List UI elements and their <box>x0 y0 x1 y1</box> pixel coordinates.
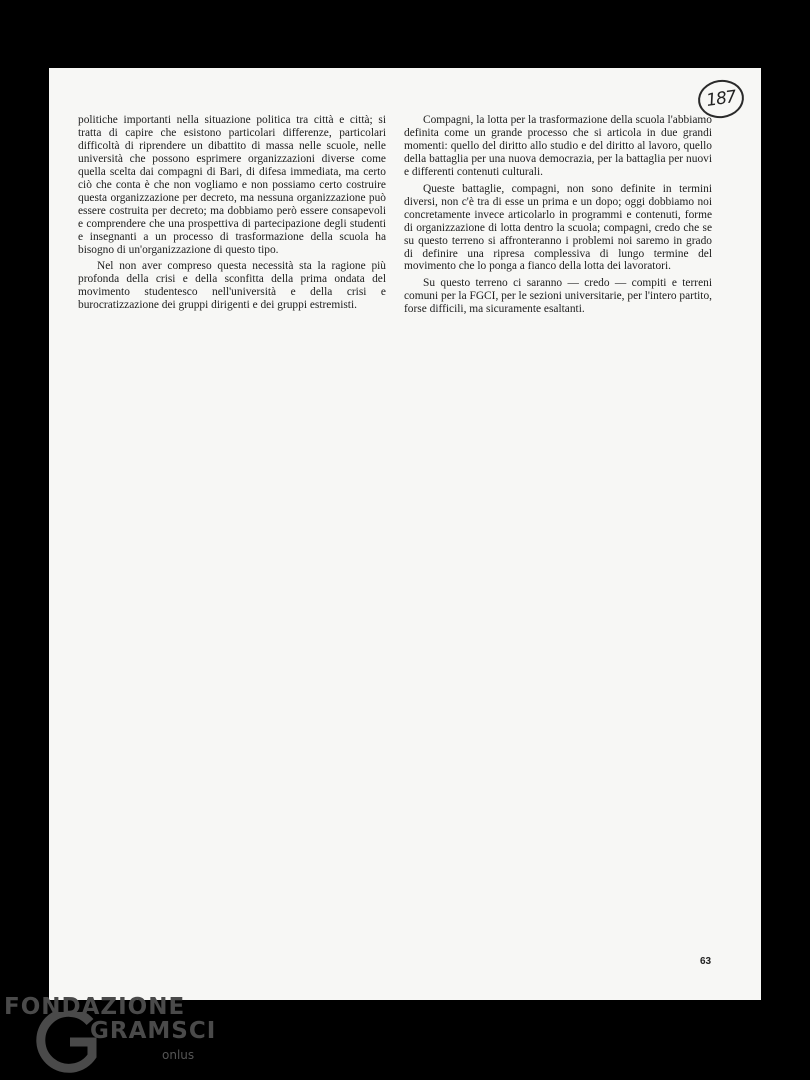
logo-text-onlus: onlus <box>162 1048 195 1062</box>
logo-text-gramsci: GRAMSCI <box>90 1018 217 1044</box>
page-number: 63 <box>700 956 712 967</box>
document-page <box>49 68 761 1000</box>
paragraph: Compagni, la lotta per la trasformazione della scuola l'abbiamo definita come un grande processo che si articola in due grandi momenti: quello del diritto allo studio e del diritto al lavoro, quello della battaglia per una nuova democrazia, per la battaglia per nuovi e differenti contenuti culturali. <box>404 114 712 178</box>
left-column <box>78 114 386 316</box>
paragraph: Queste battaglie, compagni, non sono definite in termini diversi, non c'è tra di esse un prima e un dopo; oggi dobbiamo noi concretamente invece articolarlo in programmi e contenuti, forme di organizzazione di lotta dentro la scuola; compagni, credo che se su questo terreno si affronteranno i problemi noi saremo in grado di definire una ripresa complessiva di lungo termine del movimento che lo ponga a fianco della lotta dei lavoratori. <box>404 182 712 273</box>
right-column <box>404 114 712 320</box>
logo-text-fondazione: FONDAZIONE <box>4 994 186 1020</box>
paragraph: politiche importanti nella situazione politica tra città e città; si tratta di capire che esistono particolari differenze, particolari difficoltà di riprendere un dibattito di massa nelle scuole, nelle università che possono esprimere organizzazioni diverse come quella scelta dai compagni di Bari, di difesa immediata, ma certo ciò che conta è che non vogliamo e non possiamo certo costruire questa organizzazione per decreto, ma nessuna organizzazione può essere costruita per decreto; ma dobbiamo però essere consapevoli e comprendere che una prospettiva di partecipazione degli studenti e insegnanti a un processo di trasformazione della scuola ha bisogno di un'organizzazione di questo tipo. <box>78 114 386 256</box>
fondazione-gramsci-logo <box>4 994 217 1074</box>
paragraph: Nel non aver compreso questa necessità sta la ragione più profonda della crisi e della sconfitta della prima ondata del movimento studentesco nell'università e della crisi e burocratizzazione dei gruppi dirigenti e dei gruppi estremisti. <box>78 260 386 312</box>
archive-stamp: 187 <box>696 77 747 121</box>
paragraph: Su questo terreno ci saranno — credo — compiti e terreni comuni per la FGCI, per le sezioni universitarie, per l'intero partito, forse difficili, ma sicuramente esaltanti. <box>404 277 712 316</box>
